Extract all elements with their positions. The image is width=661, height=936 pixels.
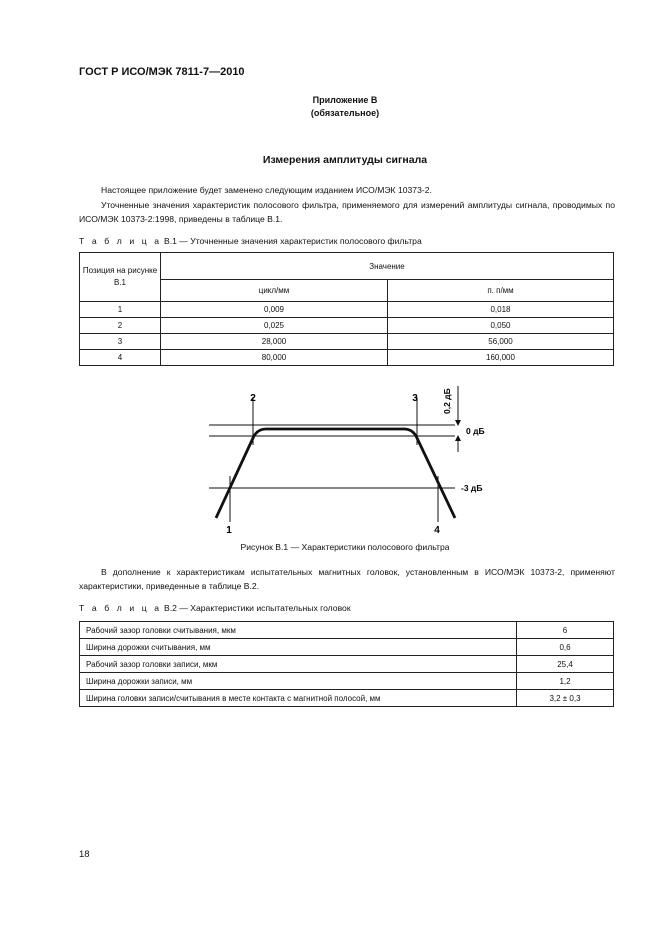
cell-value: 25,4 [517,656,614,673]
cell-cycles: 28,000 [161,334,388,350]
cell-cycles: 80,000 [161,350,388,366]
cell-position: 4 [80,350,161,366]
cell-label: Рабочий зазор головки считывания, мкм [80,622,517,639]
document-header: ГОСТ Р ИСО/МЭК 7811-7—2010 [79,66,245,78]
cell-label: Ширина дорожки записи, мм [80,673,517,690]
label-2: 2 [250,393,256,404]
label-0-2db: 0,2 дБ [442,388,452,414]
cell-value: 1,2 [517,673,614,690]
cell-value: 6 [517,622,614,639]
label-minus-3db: -3 дБ [461,483,483,493]
label-0db: 0 дБ [466,426,485,436]
table-row [80,639,614,656]
table-row [80,673,614,690]
table1-caption-prefix: Т а б л и ц а [79,236,162,246]
cell-label: Рабочий зазор головки записи, мкм [80,656,517,673]
table-row [80,656,614,673]
appendix-title: Приложение В [312,95,378,105]
label-4: 4 [434,525,440,536]
cell-ppmm: 160,000 [388,350,614,366]
table2-caption-prefix: Т а б л и ц а [79,603,162,613]
appendix-status: (обязательное) [310,108,380,118]
cell-cycles: 0,009 [161,302,388,318]
paragraph-1: Настоящее приложение будет заменено следующим изданием ИСО/МЭК 10373-2. [101,185,432,195]
cell-ppmm: 0,050 [388,318,614,334]
cell-label: Ширина головки записи/считывания в месте контакта с магнитной полосой, мм [80,690,517,707]
paragraph-3: В дополнение к характеристикам испытательных магнитных головок, установленным в ИСО/МЭК 10373-2, применяют характеристики, приведенные в таблице В.2. [79,567,615,591]
cell-ppmm: 56,000 [388,334,614,350]
table-row [80,622,614,639]
heads-table [79,621,614,707]
cell-ppmm: 0,018 [388,302,614,318]
label-1: 1 [226,525,232,536]
cell-cycles: 0,025 [161,318,388,334]
col-position-header: Позиция на рисунке В.1 [80,253,161,302]
page-number: 18 [79,849,90,860]
table1-caption-text: В.1 — Уточненные значения характеристик полосового фильтра [163,236,422,246]
table2-caption [79,603,351,613]
paragraph-2: Уточненные значения характеристик полосового фильтра, применяемого для измерений амплитуды сигнала, проводимых по ИСО/МЭК 10373-2:1998, приведены в таблице В.1. [79,200,615,224]
cell-position: 3 [80,334,161,350]
table2-caption-text: В.2 — Характеристики испытательных головок [163,603,351,613]
filter-response-curve [216,429,455,518]
figure-caption: Рисунок В.1 — Характеристики полосового фильтра [240,542,450,552]
cell-value: 3,2 ± 0,3 [517,690,614,707]
cell-position: 1 [80,302,161,318]
cell-value: 0,6 [517,639,614,656]
section-title: Измерения амплитуды сигнала [262,154,428,166]
cell-position: 2 [80,318,161,334]
cell-label: Ширина дорожки считывания, мм [80,639,517,656]
table-row [80,690,614,707]
col-value-header: Значение [161,253,614,280]
col-ppmm-header: п. п/мм [388,280,614,302]
label-3: 3 [412,393,418,404]
col-cycles-header: цикл/мм [161,280,388,302]
